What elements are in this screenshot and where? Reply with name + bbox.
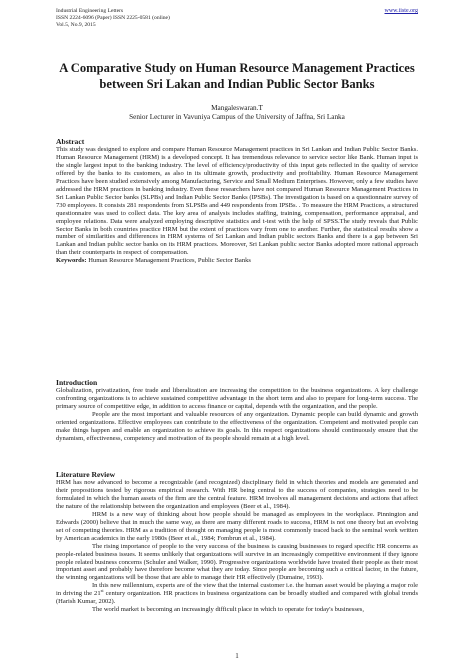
- superscript: st: [100, 588, 104, 594]
- author-block: [56, 104, 418, 123]
- literature-review-section: [56, 470, 418, 614]
- literature-heading: Literature Review: [56, 470, 116, 479]
- keywords-text: Human Resource Management Practices, Public Sector Banks: [88, 257, 251, 265]
- abstract-section: [56, 137, 418, 265]
- journal-header: [56, 8, 170, 30]
- literature-text: In this new millennium, experts are of the view that the internal customer i.e. the human asset would be playing a major role in driving the 21: [56, 582, 418, 598]
- literature-text: century organization. HR practices in business organizations can be broadly studied and compared with global trends (Harish Kumar, 2002).: [56, 590, 418, 606]
- paper-title: A Comparative Study on Human Resource Management Practices between Sri Lakan and Indian Public Sector Banks: [59, 61, 415, 91]
- literature-paragraph: [56, 582, 418, 606]
- journal-volume: Vol.5, No.9, 2015: [56, 22, 96, 29]
- journal-issn: ISSN 2224-6096 (Paper) ISSN 2225-0581 (online): [56, 15, 170, 22]
- literature-paragraph: HRM is a new way of thinking about how people should be managed as employees in the workplace. Pinnington and Edwards (2000) believe that in much the same way, as there are many different roads to success, HRM is not one theory but an evolving set of competing theories. HRM as a tradition of thought on managing people is most commonly traced back to the seminal work written by American academics in the early 1980s (Beer et al., 1984; Fombrun et al., 1984).: [56, 510, 418, 542]
- abstract-heading: Abstract: [56, 137, 85, 146]
- abstract-text: This study was designed to explore and compare Human Resource Management practices in Sri Lankan and Indian Public Sector Banks. Human Resource Management (HRM) is a developed concept. It has tremendous relevance to service sector like Bank. Human input is the single largest input to the banking industry. The level of efficiency/productivity of this input gets reflected in the quality of service offered by the banks to its customers, as also in its ultimate growth, productivity and profitability. Human Resource Management Practices have been studied extensively among Manufacturing, Service and Small Medium Enterprises. However, only a few studies have addressed the HRM practices in banking industry. Even these researchers have not compared Human Resource Management Practices in Sri Lankan Public Sector banks (SLPBs) and Indian Public Sector Banks (IPSBs). The investigation is based on a questionnaire survey of 730 employees. It consists 281 respondents from SLPSBs and 449 respondents from IPSBs. . To measure the HRM Practices, a structured questionnaire was used to collect data. The key area of analysis includes staffing, training, compensation, performance appraisal, and employee relations. Data were analyzed employing descriptive statistics and t-test with the help of SPSS.The study reveals that Public Sector Banks in both countries practice HRM but the extent of practices vary from one to another. Further, the statistical results show a number of similarities and differences in HRM systems of Sri Lankan and Indian public sectors Banks and there is a gap between Sri Lankan and Indian public sector banks on its HRM practices. Moreover, Sri Lankan public sector Banks adopted more rational approach than their counterparts in respect of compensation.: [56, 146, 418, 257]
- journal-name: Industrial Engineering Letters: [56, 8, 124, 14]
- introduction-paragraph: Globalization, privatization, free trade and liberalization are increasing the competition to the business organizations. A key challenge confronting organizations is to achieve sustained competitive advantage in the short term and also to prepare for long-term success. The primary source of competitive edge, in addition to access finance or capital, depends with the organization, and the people.: [56, 387, 418, 410]
- author-affiliation: Senior Lecturer in Vavuniya Campus of the University of Jaffna, Sri Lanka: [129, 113, 345, 122]
- literature-paragraph: The rising importance of people to the very success of the business is causing businesses to regard specific HR concerns as people-related business issues. It seems unlikely that organizations will survive in an increasingly competitive environment if they ignore people related business concerns (Schuler and Walker, 1990). Progressive organizations worldwide have treated their people as their most important asset and probably have therefore become what they are today. Since people are becoming such a critical factor, in the future, the winning organizations will be those that are able to manage their HR effectively (Dumaine, 1993).: [56, 542, 418, 582]
- introduction-section: [56, 378, 418, 443]
- introduction-paragraph: People are the most important and valuable resources of any organization. Dynamic people can build dynamic and growth oriented organizations. Effective employees can contribute to the effectiveness of the organization. Competent and motivated people can make things happen and enable an organization to achieve its goals. In this respect organizations should continuously ensure that the dynamism, effectiveness, competency and motivation of its people should remain at a high level.: [56, 410, 418, 442]
- keywords: [56, 257, 418, 265]
- author-name: Mangaleswaran.T: [211, 104, 263, 112]
- literature-paragraph: HRM has now advanced to become a recognizable (and recognized) disciplinary field in which theories and models are generated and their propositions tested by rigorous empirical research. With HR being central to the success of companies, strategies need to be formulated in which the human assets of the firm are the central feature. HRM involves all management decisions and actions that affect the nature of the relationship between the organization and employees (Beer et al., 1984).: [56, 479, 418, 510]
- page-number: 1: [235, 652, 239, 660]
- literature-paragraph: The world market is becoming an increasingly difficult place in which to operate for today's businesses,: [92, 606, 364, 614]
- keywords-label: Keywords:: [56, 257, 87, 265]
- website-link[interactable]: www.iiste.org: [384, 8, 418, 14]
- introduction-heading: Introduction: [56, 378, 98, 387]
